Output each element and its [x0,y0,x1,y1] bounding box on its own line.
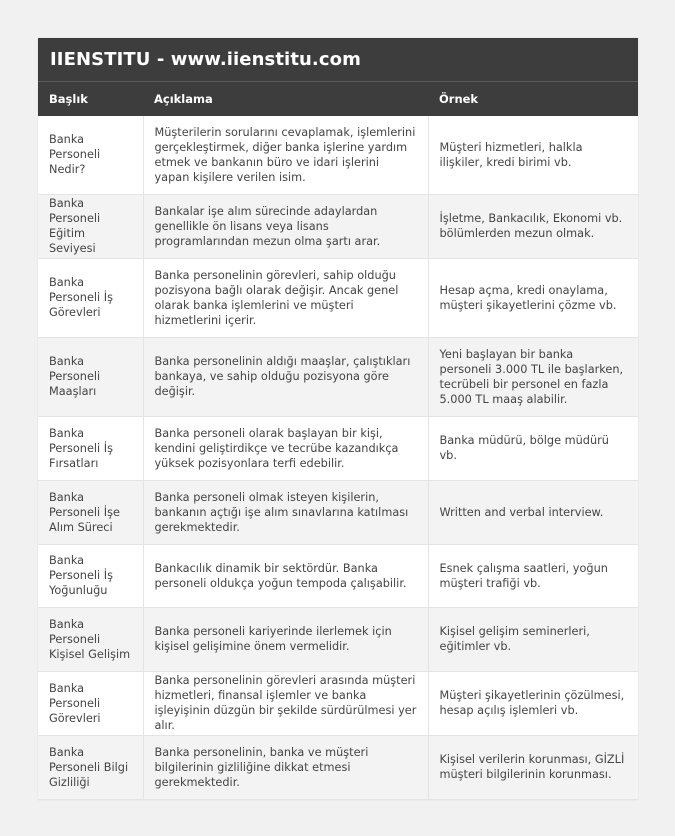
header-ornek: Örnek [428,82,638,116]
header-baslik: Başlık [38,82,143,116]
row-description: Bankacılık dinamik bir sektördür. Banka personeli oldukça yoğun tempoda çalışabilir. [143,544,428,607]
row-description: Banka personelinin görevleri, sahip olduğu pozisyona bağlı olarak değişir. Ancak genel olarak banka işlemlerini ve müşteri hizmetlerini içerir. [143,258,428,337]
row-example: Müşteri hizmetleri, halkla ilişkiler, kredi birimi vb. [428,116,638,194]
table-row [38,480,638,544]
table-row [38,607,638,671]
table-row [38,671,638,735]
row-title: Banka Personeli Maaşları [38,337,143,416]
row-example: Written and verbal interview. [428,480,638,544]
row-description: Müşterilerin sorularını cevaplamak, işlemlerini gerçekleştirmek, diğer banka işlerine yardım etmek ve bankanın büro ve idari işlerini yapan kişilere verilen isim. [143,116,428,194]
row-example: Müşteri şikayetlerinin çözülmesi, hesap açılış işlemleri vb. [428,671,638,735]
row-description: Banka personelinin aldığı maaşlar, çalıştıkları bankaya, ve sahip olduğu pozisyona göre değişir. [143,337,428,416]
row-description: Banka personelinin, banka ve müşteri bilgilerinin gizliliğine dikkat etmesi gerekmektedir. [143,735,428,799]
header-aciklama: Açıklama [143,82,428,116]
row-title: Banka Personeli Nedir? [38,116,143,194]
table-title: IIENSTITU - www.iienstitu.com [38,38,638,81]
row-description: Banka personeli olarak başlayan bir kişi, kendini geliştirdikçe ve tecrübe kazandıkça yüksek pozisyonlara terfi edebilir. [143,416,428,480]
row-description: Bankalar işe alım sürecinde adaylardan genellikle ön lisans veya lisans programlarından mezun olma şartı arar. [143,194,428,258]
table-row [38,416,638,480]
row-title: Banka Personeli Eğitim Seviyesi [38,194,143,258]
row-title: Banka Personeli Görevleri [38,671,143,735]
row-example: Kişisel gelişim seminerleri, eğitimler vb. [428,607,638,671]
row-title: Banka Personeli İşe Alım Süreci [38,480,143,544]
row-example: İşletme, Bankacılık, Ekonomi vb. bölümlerden mezun olmak. [428,194,638,258]
table-row [38,735,638,799]
row-description: Banka personeli olmak isteyen kişilerin, bankanın açtığı işe alım sınavlarına katılması gerekmektedir. [143,480,428,544]
row-title: Banka Personeli İş Fırsatları [38,416,143,480]
row-example: Yeni başlayan bir banka personeli 3.000 TL ile başlarken, tecrübeli bir personel en fazla 5.000 TL maaş alabilir. [428,337,638,416]
table-row [38,194,638,258]
row-description: Banka personelinin görevleri arasında müşteri hizmetleri, finansal işlemler ve banka işleyişinin düzgün bir şekilde sürdürülmesi yer alır. [143,671,428,735]
row-example: Esnek çalışma saatleri, yoğun müşteri trafiği vb. [428,544,638,607]
row-title: Banka Personeli İş Görevleri [38,258,143,337]
row-example: Kişisel verilerin korunması, GİZLİ müşteri bilgilerinin korunması. [428,735,638,799]
row-description: Banka personeli kariyerinde ilerlemek için kişisel gelişimine önem vermelidir. [143,607,428,671]
row-example: Banka müdürü, bölge müdürü vb. [428,416,638,480]
info-table [38,82,638,800]
row-example: Hesap açma, kredi onaylama, müşteri şikayetlerini çözme vb. [428,258,638,337]
table-row [38,258,638,337]
table-row [38,116,638,194]
header-row [38,82,638,116]
row-title: Banka Personeli Bilgi Gizliliği [38,735,143,799]
row-title: Banka Personeli Kişisel Gelişim [38,607,143,671]
info-table-card [38,38,638,800]
table-row [38,337,638,416]
row-title: Banka Personeli İş Yoğunluğu [38,544,143,607]
table-row [38,544,638,607]
